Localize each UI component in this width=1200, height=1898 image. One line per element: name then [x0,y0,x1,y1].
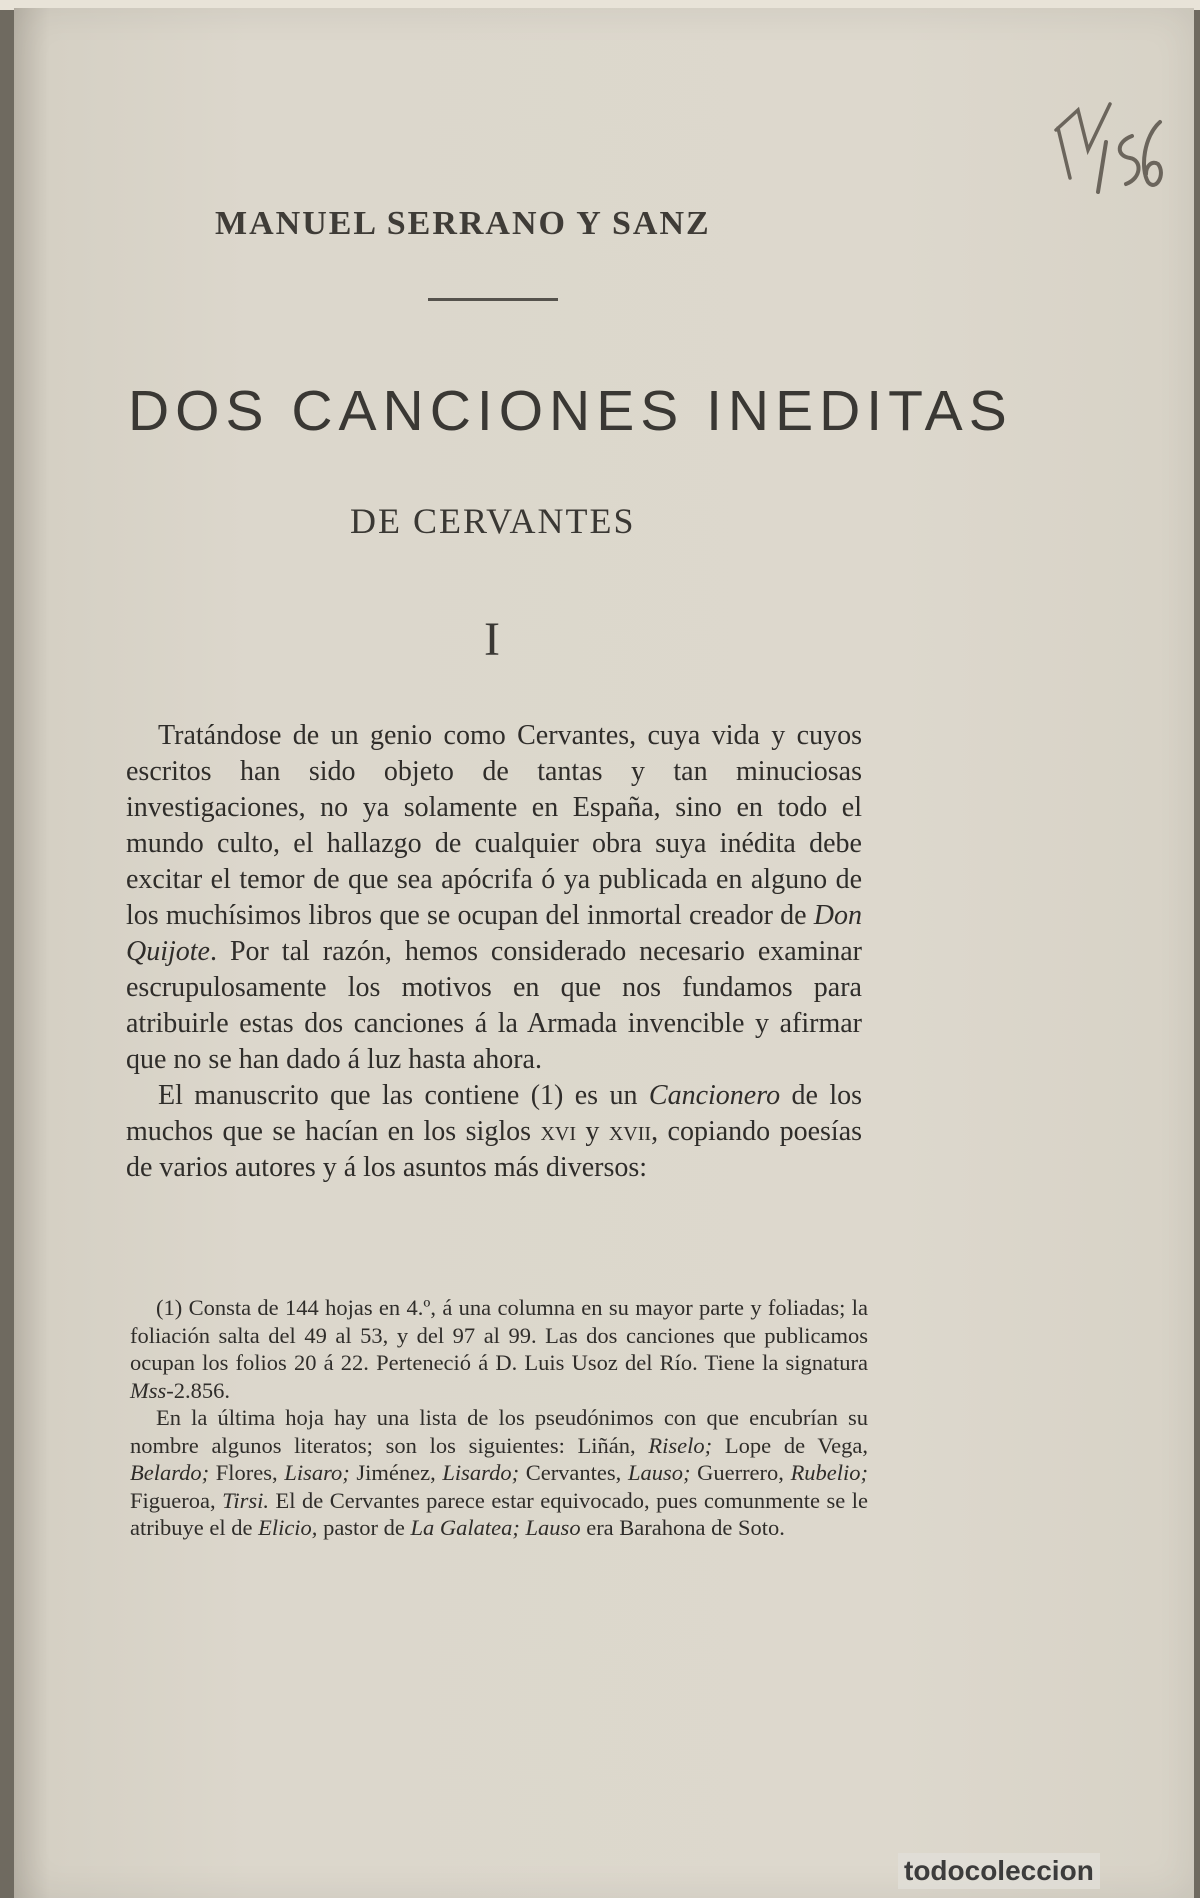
title-divider [428,298,558,301]
footnote-2: En la última hoja hay una lista de los pseudónimos con que encubrían su nombre algunos literatos; son los siguientes: Liñán, Riselo; Lope de Vega, Belardo; Flores, Lisaro; Jiménez, Lisardo; Cervantes, Lauso; Guerrero, Rubelio; Figueroa, Tirsi. El de Cervantes parece estar equivocado, pues comunmente se le atribuye el de Elicio, pastor de La Galatea; Lauso era Barahona de Soto. [130,1405,869,1540]
subtitle: DE CERVANTES [350,501,636,541]
handwritten-margin-note [1048,90,1168,200]
paragraph-1: Tratándose de un genio como Cervantes, cuya vida y cuyos escritos han sido objeto de tantas y tan minuciosas investigaciones, no ya solamente en España, sino en todo el mundo culto, el hallazgo de cualquier obra suya inédita debe excitar el temor de que sea apócrifa ó ya publicada en alguno de los muchísimos libros que se ocupan del inmortal creador de Don Quijote. Por tal razón, hemos considerado necesario examinar escrupulosamente los motivos en que nos fundamos para atribuirle estas dos canciones á la Armada invencible y afirmar que no se han dado á luz hasta ahora. [126,720,862,1075]
paragraph-2: El manuscrito que las contiene (1) es un Cancionero de los muchos que se hacían en los siglos xvi y xvii, copiando poesías de varios autores y á los asuntos más diversos: [126,1080,863,1183]
author-name: MANUEL SERRANO Y SANZ [215,205,711,242]
watermark-logo: todocoleccion [898,1853,1100,1889]
footnotes [130,1294,868,1542]
section-number: I [484,613,500,666]
main-title: DOS CANCIONES INEDITAS [128,379,1013,443]
body-text [126,718,862,1186]
footnote-1: (1) Consta de 144 hojas en 4.º, á una columna en su mayor parte y foliadas; la foliación salta del 49 al 53, y del 97 al 99. Las dos canciones que publicamos ocupan los folios 20 á 22. Perteneció á D. Luis Usoz del Río. Tiene la signatura Mss-2.856. [130,1295,868,1403]
